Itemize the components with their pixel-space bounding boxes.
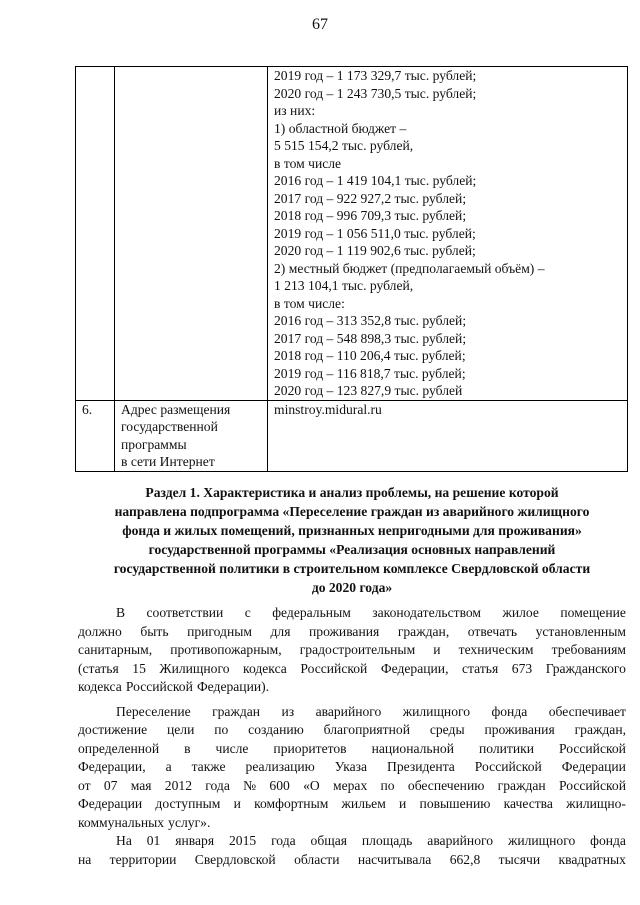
row-value: [268, 400, 628, 471]
heading-line: до 2020 года»: [311, 580, 393, 595]
table-cell-label: [115, 67, 268, 401]
funding-line: 2020 год – 123 827,9 тыс. рублей: [274, 383, 463, 398]
funding-line: 1) областной бюджет –: [274, 120, 407, 136]
funding-line: 2018 год – 110 206,4 тыс. рублей;: [274, 348, 466, 363]
funding-line: из них:: [274, 103, 316, 118]
funding-line: 1 213 104,1 тыс. рублей,: [274, 278, 414, 293]
funding-line: в том числе:: [274, 295, 345, 311]
heading-line: фонда и жилых помещений, признанных непригодными для проживания»: [122, 523, 582, 538]
text-line: Федерации, а также реализацию Указа Президента Российской Федерации: [78, 759, 626, 774]
paragraph: [78, 604, 626, 697]
text-line: на территории Свердловской области насчитывала 662,8 тысячи квадратных: [78, 851, 626, 867]
funding-line: 2018 год – 996 709,3 тыс. рублей;: [274, 208, 467, 223]
heading-line: направлена подпрограмма «Переселение граждан из аварийного жилищного: [114, 504, 590, 519]
funding-line: 5 515 154,2 тыс. рублей,: [274, 138, 414, 153]
page-number: 67: [312, 16, 328, 33]
funding-line: 2019 год – 1 173 329,7 тыс. рублей;: [274, 68, 477, 83]
section-heading: [78, 483, 626, 597]
funding-line: 2017 год – 922 927,2 тыс. рублей;: [274, 190, 467, 206]
funding-line: 2019 год – 1 056 511,0 тыс. рублей;: [274, 225, 476, 241]
text-line: определенной в числе приоритетов национальной политики Российской: [78, 740, 626, 756]
funding-line: в том числе: [274, 155, 342, 171]
text-line: от 07 мая 2012 года № 600 «О мерах по обеспечению граждан Российской: [78, 777, 626, 793]
table-cell-number: [76, 67, 115, 401]
row-label-line: в сети Интернет: [121, 454, 215, 469]
funding-line: 2020 год – 1 119 902,6 тыс. рублей;: [274, 243, 476, 258]
table-cell-value: [268, 67, 628, 401]
website-url: minstroy.midural.ru: [274, 401, 382, 417]
text-line: (статья 15 Жилищного кодекса Российской Федерации, статья 673 Гражданского: [78, 660, 626, 676]
funding-line: 2) местный бюджет (предполагаемый объём) –: [274, 260, 545, 276]
table-row: [76, 67, 628, 401]
heading-line: государственной программы «Реализация основных направлений: [148, 542, 556, 557]
text-line: На 01 января 2015 года общая площадь аварийного жилищного фонда: [116, 833, 626, 848]
text-line: Переселение граждан из аварийного жилищного фонда обеспечивает: [116, 703, 626, 719]
funding-line: 2019 год – 116 818,7 тыс. рублей;: [274, 365, 466, 381]
funding-line: 2017 год – 548 898,3 тыс. рублей;: [274, 330, 467, 346]
heading-line: государственной политики в строительном комплексе Свердловской области: [113, 561, 591, 576]
row-label: [115, 400, 268, 471]
funding-line: 2016 год – 313 352,8 тыс. рублей;: [274, 313, 467, 328]
text-line: санитарным, противопожарным, градостроительным и техническим требованиям: [78, 642, 626, 657]
text-line: В соответствии с федеральным законодательством жилое помещение: [116, 605, 626, 620]
text-line: Федерации доступным и комфортным жильем и повышению качества жилищно-: [78, 796, 626, 811]
body-text: [78, 604, 626, 869]
row-number: 6.: [76, 400, 115, 471]
row-label-line: программы: [121, 436, 187, 452]
text-line: кодекса Российской Федерации).: [78, 679, 270, 694]
text-line: коммунальных услуг».: [78, 814, 211, 830]
heading-line: Раздел 1. Характеристика и анализ проблемы, на решение которой: [145, 485, 559, 500]
funding-line: 2016 год – 1 419 104,1 тыс. рублей;: [274, 173, 477, 188]
paragraph: [78, 832, 626, 869]
table-row: [76, 400, 628, 471]
funding-line: 2020 год – 1 243 730,5 тыс. рублей;: [274, 85, 477, 101]
row-label-line: Адрес размещения: [121, 401, 231, 417]
passport-table: [75, 66, 628, 472]
text-line: должно быть пригодным для проживания граждан, отвечать установленным: [78, 623, 626, 639]
row-label-line: государственной: [121, 419, 218, 434]
paragraph: [78, 703, 626, 833]
text-line: достижение цели по созданию благоприятной среды проживания граждан,: [78, 722, 626, 737]
